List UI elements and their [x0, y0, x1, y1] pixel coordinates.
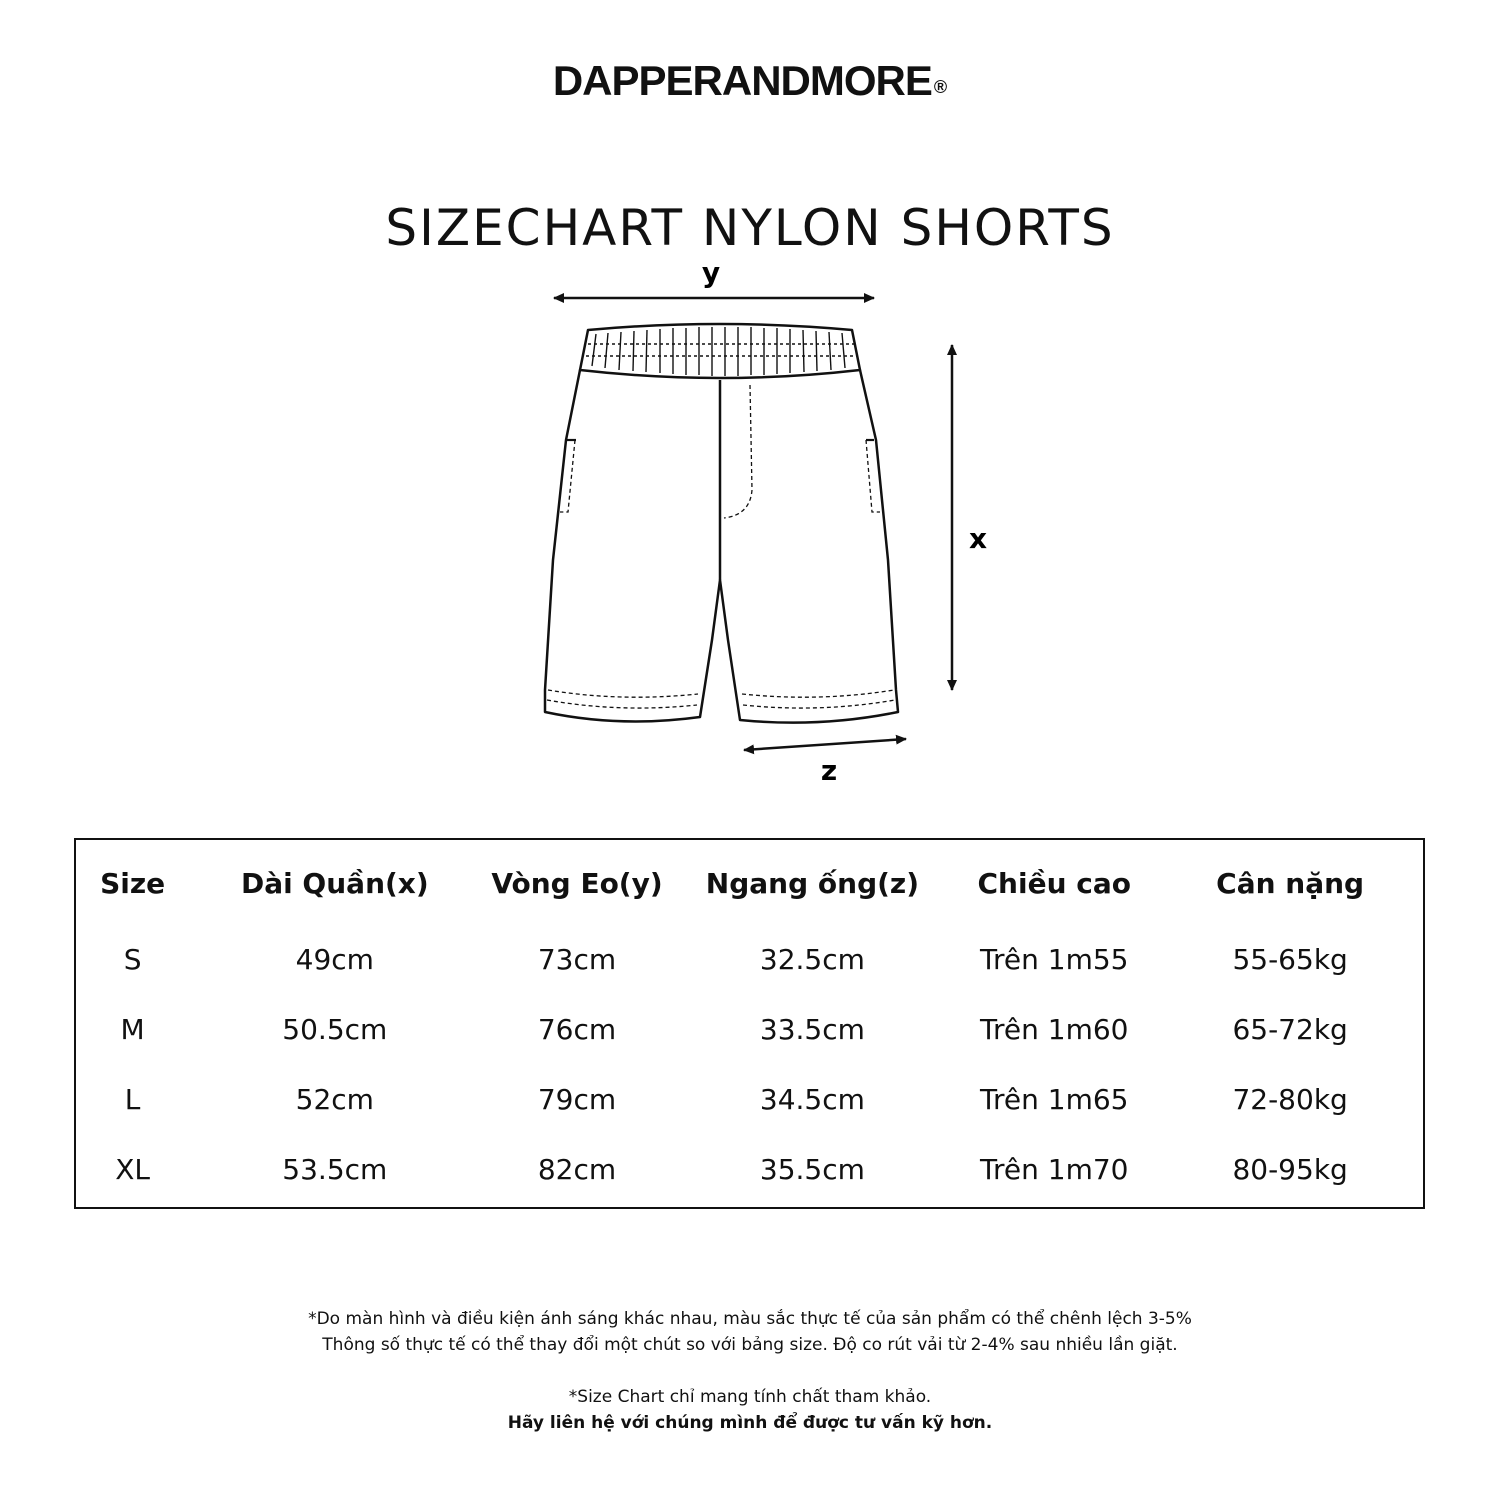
- cell-waist: 73cm: [537, 942, 617, 976]
- table-row: [76, 1064, 1423, 1134]
- note-color-disclaimer: *Do màn hình và điều kiện ánh sáng khác nhau, màu sắc thực tế của sản phẩm có thể chênh lệch 3-5%: [308, 1309, 1192, 1329]
- header-size: Size: [100, 866, 166, 900]
- label-waist: y: [701, 256, 721, 289]
- cell-length: 50.5cm: [282, 1012, 388, 1046]
- table-row: [76, 1134, 1423, 1204]
- cell-height: Trên 1m55: [980, 942, 1129, 976]
- cell-leg-opening: 33.5cm: [759, 1012, 865, 1046]
- cell-size: XL: [115, 1152, 150, 1186]
- cell-waist: 79cm: [537, 1082, 617, 1116]
- table-row: [76, 994, 1423, 1064]
- page-title: SIZECHART NYLON SHORTS: [385, 198, 1115, 257]
- cell-height: Trên 1m60: [980, 1012, 1129, 1046]
- leg-opening-arrow: [744, 739, 906, 750]
- cell-size: M: [120, 1012, 145, 1046]
- table-header-row: [76, 840, 1423, 924]
- size-table-frame: [74, 838, 1425, 1209]
- note-contact: Hãy liên hệ với chúng mình để được tư vấn kỹ hơn.: [507, 1413, 993, 1433]
- cell-weight: 55-65kg: [1232, 942, 1348, 976]
- cell-weight: 65-72kg: [1232, 1012, 1348, 1046]
- header-height: Chiều cao: [977, 866, 1131, 900]
- note-measurement-disclaimer: Thông số thực tế có thể thay đổi một chút so với bảng size. Độ co rút vải từ 2-4% sau nhiều lần giặt.: [322, 1335, 1178, 1355]
- cell-length: 53.5cm: [282, 1152, 388, 1186]
- header-waist: Vòng Eo(y): [491, 866, 663, 900]
- note-reference-only: *Size Chart chỉ mang tính chất tham khảo.: [568, 1387, 932, 1407]
- cell-height: Trên 1m65: [980, 1082, 1129, 1116]
- registered-mark: ®: [933, 77, 948, 97]
- cell-length: 49cm: [295, 942, 374, 976]
- header-leg-opening: Ngang ống(z): [705, 866, 919, 900]
- size-table: [76, 840, 1423, 1204]
- cell-waist: 76cm: [537, 1012, 617, 1046]
- cell-height: Trên 1m70: [980, 1152, 1129, 1186]
- cell-leg-opening: 34.5cm: [759, 1082, 865, 1116]
- cell-length: 52cm: [295, 1082, 374, 1116]
- brand-name: DAPPERANDMORE: [552, 57, 932, 104]
- notes: [0, 1306, 1500, 1436]
- header-weight: Cân nặng: [1216, 866, 1365, 900]
- shorts-outline: [545, 324, 898, 723]
- cell-leg-opening: 32.5cm: [759, 942, 865, 976]
- cell-weight: 72-80kg: [1232, 1082, 1348, 1116]
- cell-waist: 82cm: [537, 1152, 617, 1186]
- cell-weight: 80-95kg: [1232, 1152, 1348, 1186]
- cell-size: L: [124, 1082, 141, 1116]
- label-leg-opening: z: [820, 754, 838, 787]
- waistband-gathers: [586, 327, 858, 376]
- table-row: [76, 924, 1423, 994]
- label-length: x: [968, 522, 988, 555]
- cell-size: S: [123, 942, 142, 976]
- header-length: Dài Quần(x): [240, 866, 429, 900]
- cell-leg-opening: 35.5cm: [759, 1152, 865, 1186]
